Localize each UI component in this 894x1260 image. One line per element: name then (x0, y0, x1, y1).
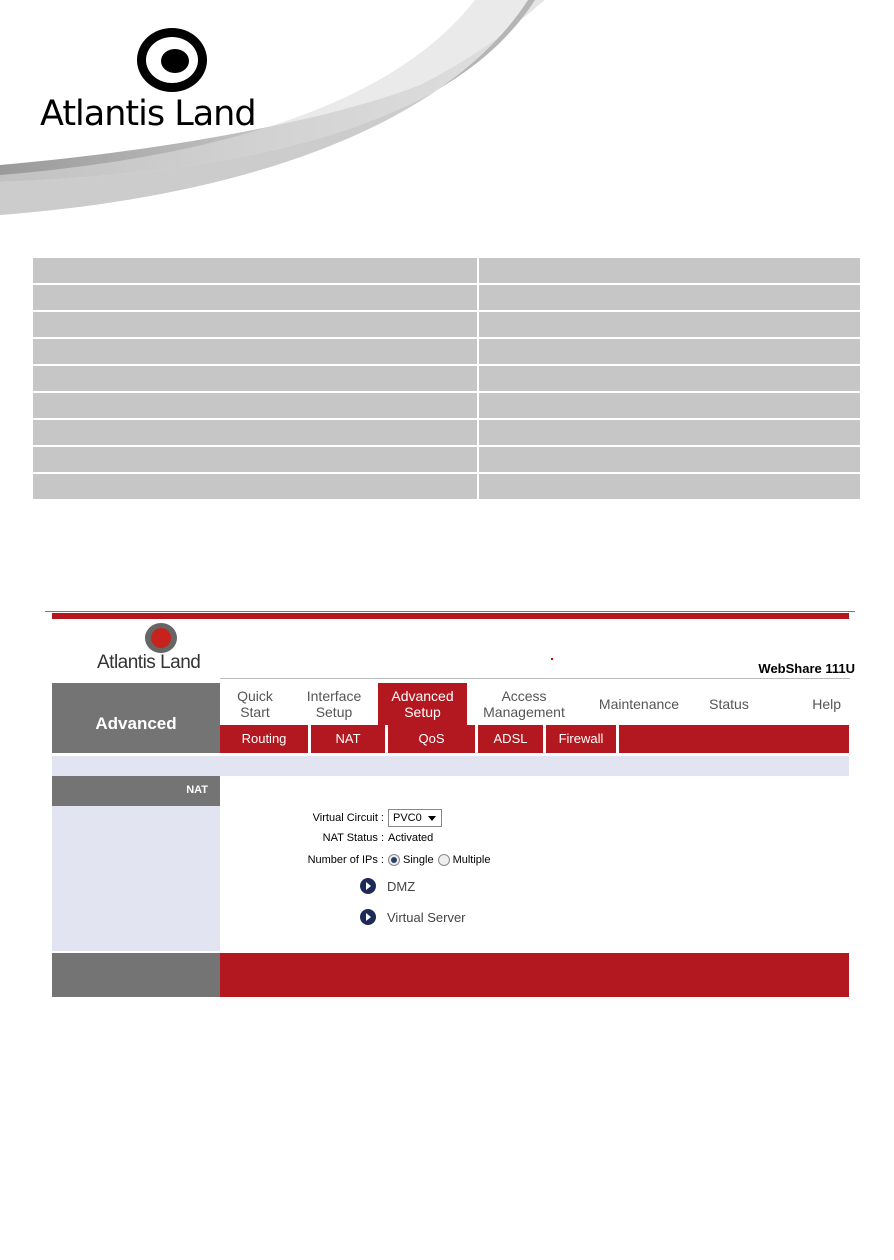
logo-ring-icon (137, 28, 207, 92)
router-logo-icon (145, 623, 177, 653)
submenu-nat[interactable]: NAT (335, 731, 361, 746)
footer-right-bar (220, 953, 849, 997)
table-cell (33, 258, 479, 285)
submenu-routing[interactable]: Routing (241, 731, 287, 746)
header-separator (220, 678, 850, 679)
menu-label: Quick Start (237, 688, 273, 720)
table-row (33, 474, 860, 499)
table-cell (33, 339, 479, 366)
radio-single[interactable] (388, 854, 400, 866)
virtual-circuit-value: PVC0 (393, 812, 422, 824)
table-row (33, 258, 860, 285)
virtual-server-link-label: Virtual Server (387, 909, 466, 925)
arrow-right-circle-icon (360, 878, 376, 894)
table-cell (33, 312, 479, 339)
virtual-circuit-row (220, 809, 849, 827)
number-of-ips-row (220, 851, 849, 869)
submenu-adsl[interactable]: ADSL (493, 731, 528, 746)
menu-quick-start[interactable] (220, 683, 290, 725)
table-cell (479, 393, 860, 420)
submenu-separator (616, 725, 619, 753)
section-title: Advanced (52, 683, 220, 753)
table-row (33, 312, 860, 339)
virtual-server-link[interactable] (360, 909, 466, 925)
table-row (33, 339, 860, 366)
table-cell (33, 366, 479, 393)
menu-maintenance[interactable] (581, 683, 697, 725)
number-of-ips-label: Number of IPs : (307, 854, 384, 866)
menu-status[interactable] (697, 683, 761, 725)
logo-wordmark: Atlantis Land (40, 94, 256, 134)
info-band (52, 756, 849, 776)
dmz-link[interactable] (360, 878, 415, 894)
table-cell (33, 285, 479, 312)
table-row (33, 420, 860, 447)
table-row (33, 285, 860, 312)
footer-left-panel (52, 953, 220, 997)
router-logo (97, 623, 227, 673)
router-ui-screenshot (45, 611, 855, 1001)
menu-help[interactable] (761, 683, 849, 725)
top-red-bar (52, 613, 849, 619)
radio-single-label: Single (403, 854, 434, 866)
dmz-link-label: DMZ (387, 878, 416, 894)
virtual-circuit-label: Virtual Circuit : (312, 812, 384, 824)
menu-access-management[interactable] (467, 683, 581, 725)
table-cell (33, 447, 479, 474)
model-name: WebShare 111U (758, 661, 855, 676)
radio-multiple-label: Multiple (452, 854, 491, 866)
table-cell (479, 366, 860, 393)
nat-content (220, 776, 849, 951)
menu-label: Status (709, 696, 749, 712)
table-cell (479, 258, 860, 285)
table-cell (33, 474, 479, 499)
document-table (33, 258, 860, 499)
arrow-right-circle-icon (360, 909, 376, 925)
menu-label: Help (812, 696, 841, 712)
document-header (0, 0, 894, 240)
nat-status-row (220, 829, 849, 847)
table-cell (479, 339, 860, 366)
table-cell (479, 447, 860, 474)
menu-advanced-setup[interactable] (378, 683, 467, 725)
radio-multiple[interactable] (438, 854, 450, 866)
menu-label: Access Management (483, 688, 565, 720)
table-cell (479, 285, 860, 312)
side-panel (52, 776, 220, 951)
virtual-circuit-select[interactable] (388, 809, 442, 827)
table-row (33, 366, 860, 393)
atlantis-land-logo (40, 28, 300, 138)
nat-status-label: NAT Status : (322, 832, 384, 844)
table-row (33, 447, 860, 474)
nat-status-value: Activated (388, 832, 434, 844)
submenu-firewall[interactable]: Firewall (558, 731, 604, 746)
side-heading: NAT (52, 776, 220, 806)
menu-label: Maintenance (598, 696, 680, 712)
menu-label: Interface Setup (306, 688, 362, 720)
table-row (33, 393, 860, 420)
table-cell (479, 420, 860, 447)
router-logo-wordmark: Atlantis Land (97, 652, 201, 673)
table-cell (33, 393, 479, 420)
main-menu (220, 683, 849, 725)
sub-menu (220, 725, 849, 753)
decorative-dot (551, 658, 553, 660)
top-border (45, 611, 855, 612)
table-cell (479, 312, 860, 339)
chevron-down-icon (428, 816, 436, 821)
menu-label: Advanced Setup (391, 688, 454, 720)
submenu-qos[interactable]: QoS (418, 731, 445, 746)
table-cell (479, 474, 860, 499)
table-cell (33, 420, 479, 447)
menu-interface-setup[interactable] (290, 683, 378, 725)
